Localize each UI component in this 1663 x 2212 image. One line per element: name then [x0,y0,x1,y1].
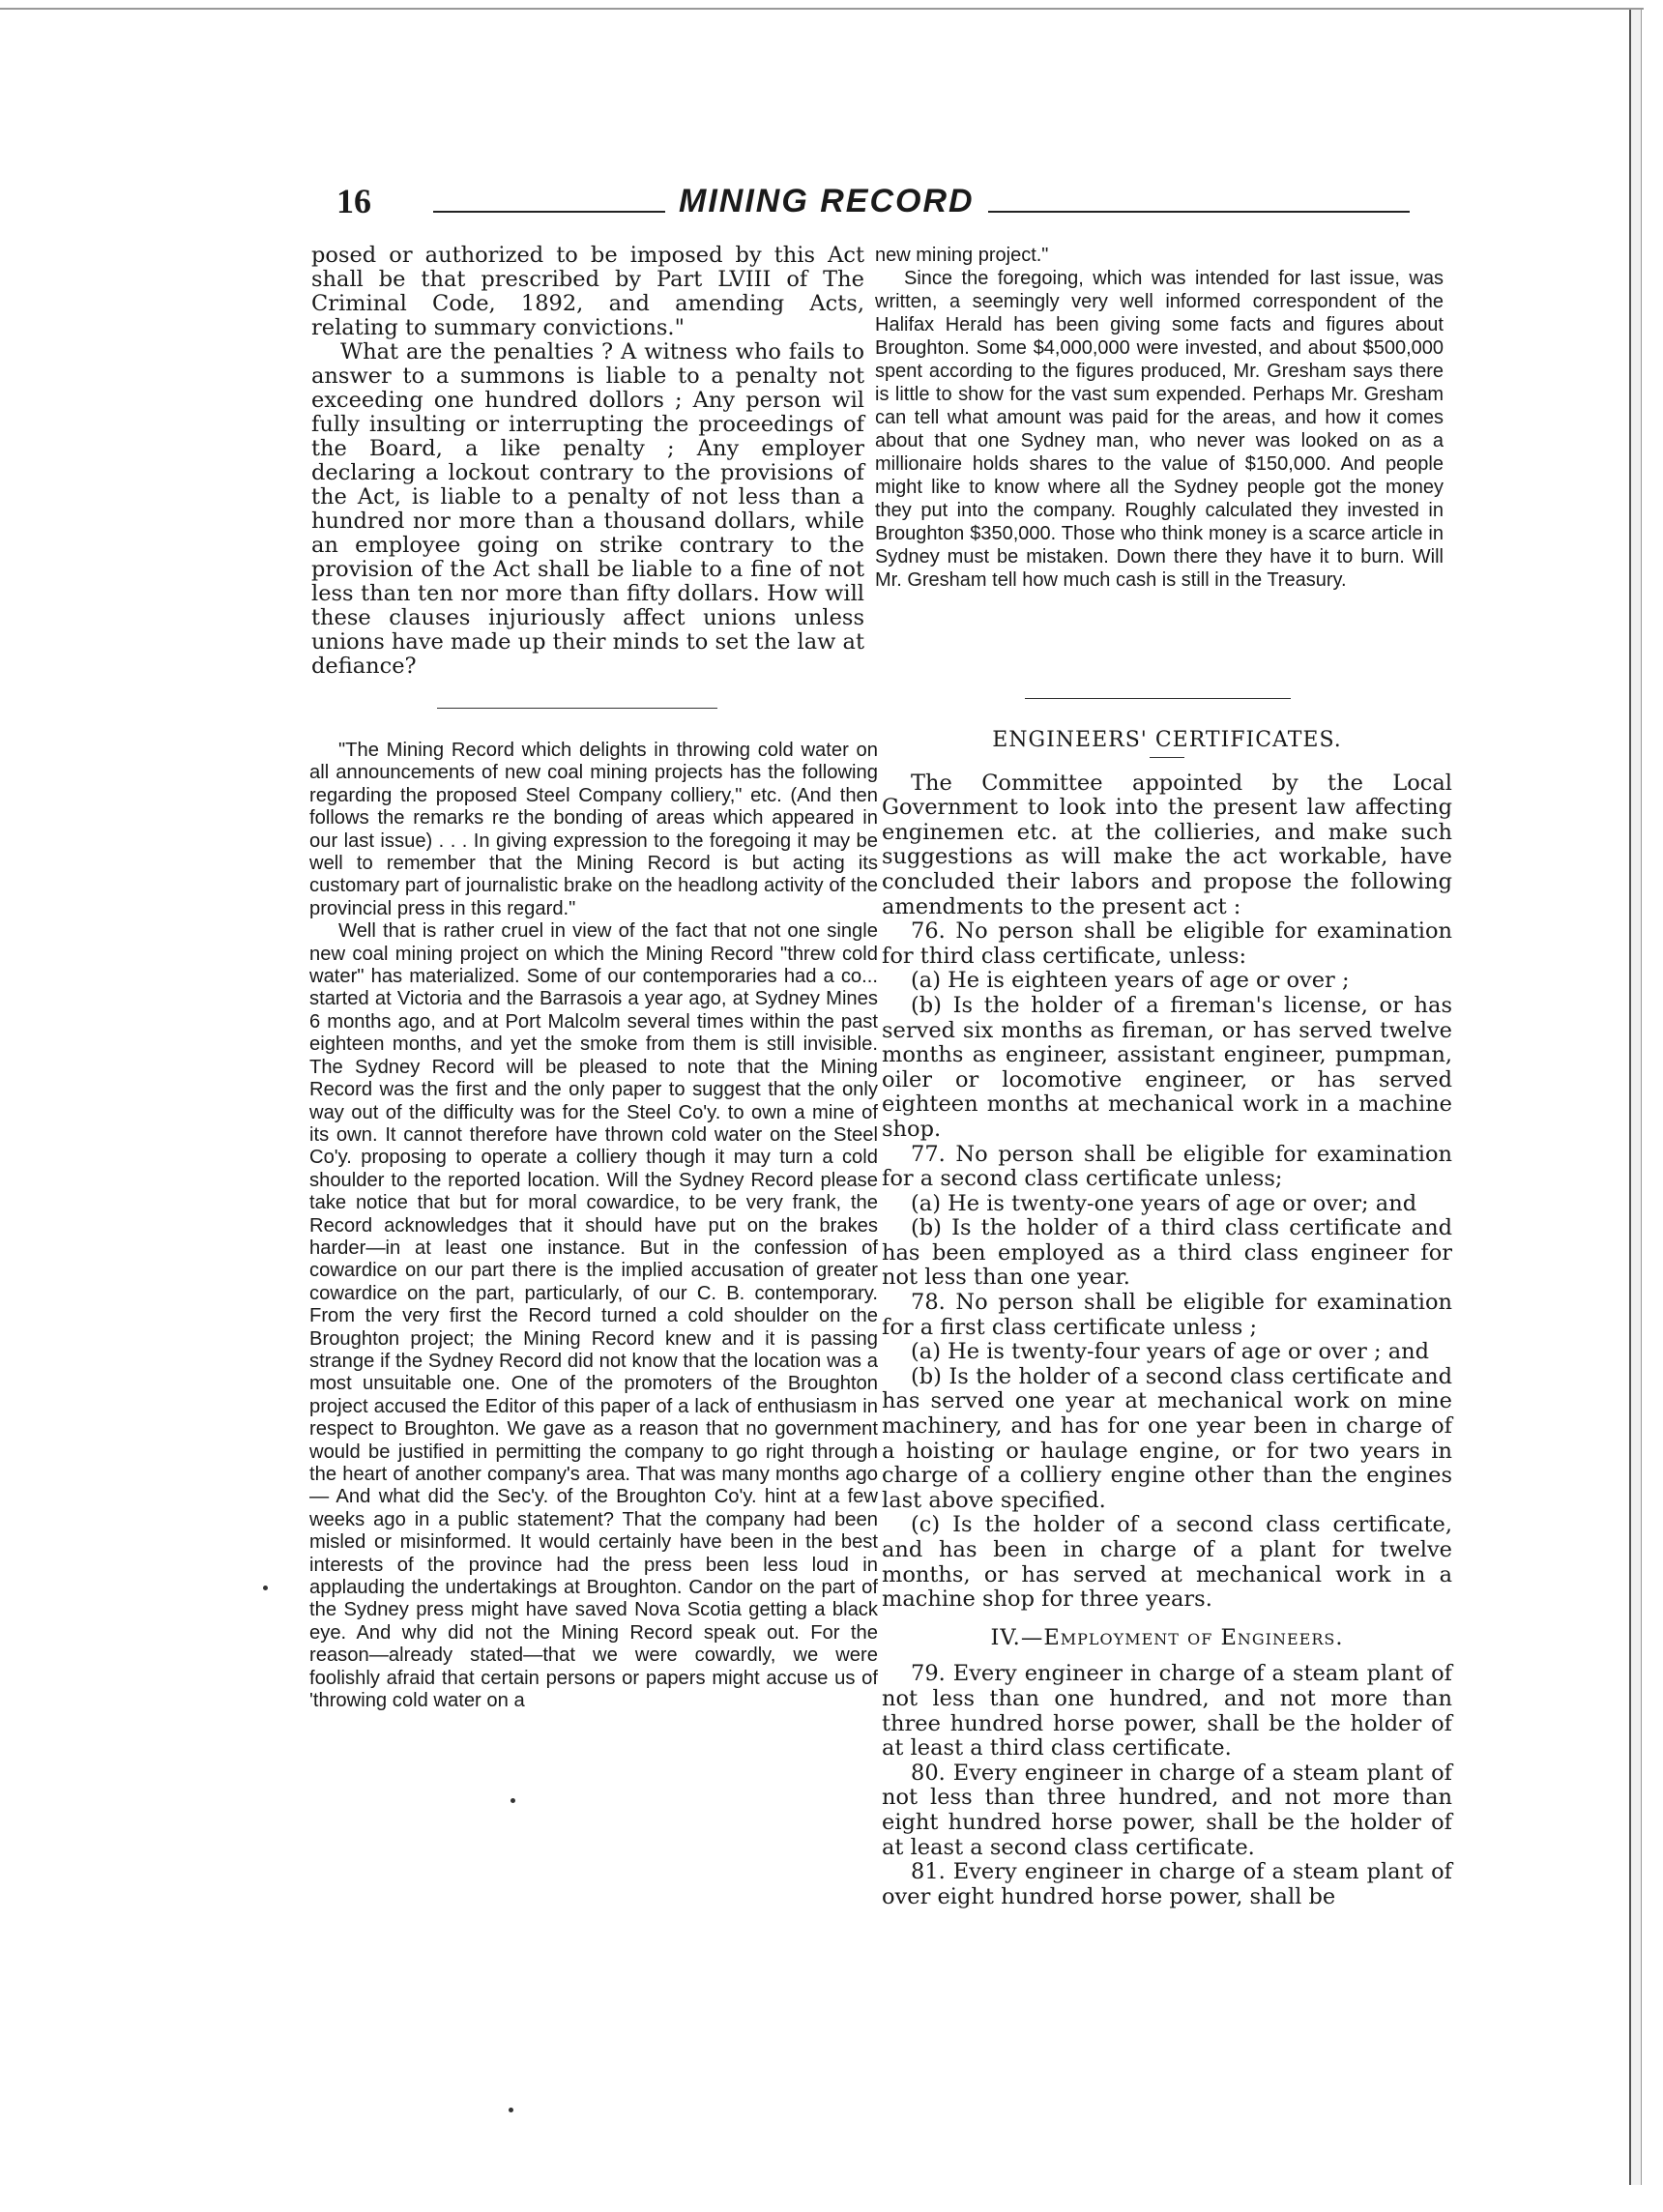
section-divider-left [437,708,717,709]
paragraph: What are the penalties ? A witness who fails to answer to a summons is liable to a penalty not exceeding one hundred dollors ; Any person wil fully insulting or interrupting the proceedings of the Board, a like penalty ; Any employer declaring a lockout contrary to the provisions of the Act, is liable to a penalty of not less than a hundred nor more than a thousand dollars, while an employee going on strike contrary to the provision of the Act shall be liable to a fine of not less than ten nor more than fifty dollars. How will these clauses injuriously affect unions unless unions have made up their minds to set the law at defiance? [311,339,865,679]
sub-clause: (b) Is the holder of a third class certificate and has been employed as a third class engineer for not less than one year. [882,1215,1452,1291]
right-column-bottom [882,720,1452,1909]
sub-clause: (c) Is the holder of a second class certificate, and has been in charge of a plant for twelve months, or has served at mechanical work in a machine shop for three years. [882,1512,1452,1613]
section-heading: ENGINEERS' CERTIFICATES. [992,728,1342,752]
clause: 78. No person shall be eligible for examination for a first class certificate unless ; [882,1290,1452,1340]
clause: 76. No person shall be eligible for examination for third class certificate, unless: [882,918,1452,969]
print-speck [511,1798,515,1803]
section-divider-right [1025,698,1291,699]
heading-rule [1150,757,1184,758]
publication-title: MINING RECORD [679,183,975,219]
paragraph: The Committee appointed by the Local Government to look into the present law affecting enginemen etc. at the collieries, and make such suggestions as will make the act workable, have concluded their labors and propose the following amendments to the present act : [882,770,1452,919]
sub-clause: (b) Is the holder of a second class certificate and has served one year at mechanical work on mine machinery, and has for one year been in charge of a hoisting or haulage engine, or for two years in charge of a colliery engine other than the engines last above specified. [882,1363,1452,1513]
left-column-top [311,244,864,679]
right-column-top [875,244,1444,592]
paragraph: new mining project." [875,245,1049,266]
sub-clause: (a) He is twenty-one years of age or over; and [911,1190,1417,1216]
paragraph: Well that is rather cruel in view of the fact that not one single new coal mining project on which the Mining Record "threw cold water" has materialized. Some of our contemporaries had a co... started at Victoria and the Barrasois a year ago, at Sydney Mines 6 months ago, and at Port Malcolm several times within the past eighteen months, and yet the smoke from them is still invisible. The Sydney Record will be pleased to note that the Mining Record was the first and the only paper to suggest that the only way out of the difficulty was for the Steel Co'y. to own a mine of its own. It cannot therefore have thrown cold water on the Steel Co'y. proposing to operate a colliery though it may turn a cold shoulder to the reported location. Will the Sydney Record please take notice that but for moral cowardice, to be very frank, the Record acknowledges that it should have put on the brakes harder—in at least one instance. But in the confession of cowardice on our part there is the implied accusation of greater cowardice on the part, particularly, of our C. B. contemporary. From the very first the Record turned a cold shoulder on the Broughton project; the Mining Record knew and it is passing strange if the Sydney Record did not know that the location was a most unsuitable one. One of the promoters of the Broughton project accused the Editor of this paper of a lack of enthusiasm in respect to Broughton. We gave as a reason that no government would be justified in permitting the company to go right through the heart of another company's area. That was many months ago— And what did the Sec'y. of the Broughton Co'y. hint at a few weeks ago in a public statement? That the company had been misled or misinformed. It would certainly have been in the best interests of the province had the press been less loud in applauding the undertakings at Broughton. Candor on the part of the Sydney press might have saved Nova Scotia getting a black eye. And why did not the Mining Record speak out. For the reason—already stated—that we were cowardly, we were foolishly afraid that certain persons or papers might accuse us of 'throwing cold water on a [309,920,878,1712]
sub-clause: (a) He is twenty-four years of age or over ; and [911,1339,1430,1365]
header-rule-left [433,211,665,213]
print-speck [509,2108,513,2112]
quoted-paragraph: "The Mining Record which delights in throwing cold water on all announcements of new coal mining projects has the following regarding the proposed Steel Company colliery," etc. (And then follows the remarks re the bonding of areas which appeared in our last issue) . . . In giving expression to the foregoing it may be well to remember that the Mining Record is but acting its customary part of journalistic brake on the headlong activity of the provincial press in this regard." [309,740,878,919]
page-number: 16 [336,182,371,220]
clause: 77. No person shall be eligible for examination for a second class certificate unless; [882,1141,1452,1192]
page-top-edge [0,8,1644,10]
sub-clause: (a) He is eighteen years of age or over ; [911,968,1350,994]
print-speck [263,1586,268,1590]
paragraph: Since the foregoing, which was intended for last issue, was written, a seemingly very well informed correspondent of the Halifax Herald has been giving some facts and figures about Broughton. Some $4,000,000 were invested, and about $500,000 spent according to the figures produced, Mr. Gresham says there is little to show for the vast sum expended. Perhaps Mr. Gresham can tell what amount was paid for the areas, and how it comes about that one Sydney man, who never was looked on as a millionaire holds shares to the value of $150,000. And people might like to know where all the Sydney people got the money they put into the company. Roughly calculated they invested in Broughton $350,000. Those who think money is a scarce article in Sydney must be mistaken. Down there they have it to burn. Will Mr. Gresham tell how much cash is still in the Treasury. [875,268,1444,591]
clause: 80. Every engineer in charge of a steam plant of not less than three hundred, and not more than eight hundred horse power, shall be the holder of at least a second class certificate. [882,1760,1452,1860]
clause: 79. Every engineer in charge of a steam plant of not less than one hundred, and not more than three hundred horse power, shall be the holder of at least a third class certificate. [882,1661,1452,1761]
left-column-bottom [309,740,878,1712]
page-right-edge [1629,10,1642,2185]
sub-clause: (b) Is the holder of a fireman's license, or has served six months as fireman, or has served twelve months as engineer, assistant engineer, pumpman, oiler or locomotive engineer, or has served eighteen months at mechanical work in a machine shop. [882,992,1452,1142]
paragraph: posed or authorized to be imposed by this Act shall be that prescribed by Part LVIII of The Criminal Code, 1892, and amending Acts, relating to summary convictions." [311,243,864,340]
page-header [307,182,1410,220]
clause: 81. Every engineer in charge of a steam plant of over eight hundred horse power, shall be [882,1859,1452,1909]
subsection-heading: IV.—Employment of Engineers. [990,1624,1344,1650]
header-rule-right [988,211,1410,213]
